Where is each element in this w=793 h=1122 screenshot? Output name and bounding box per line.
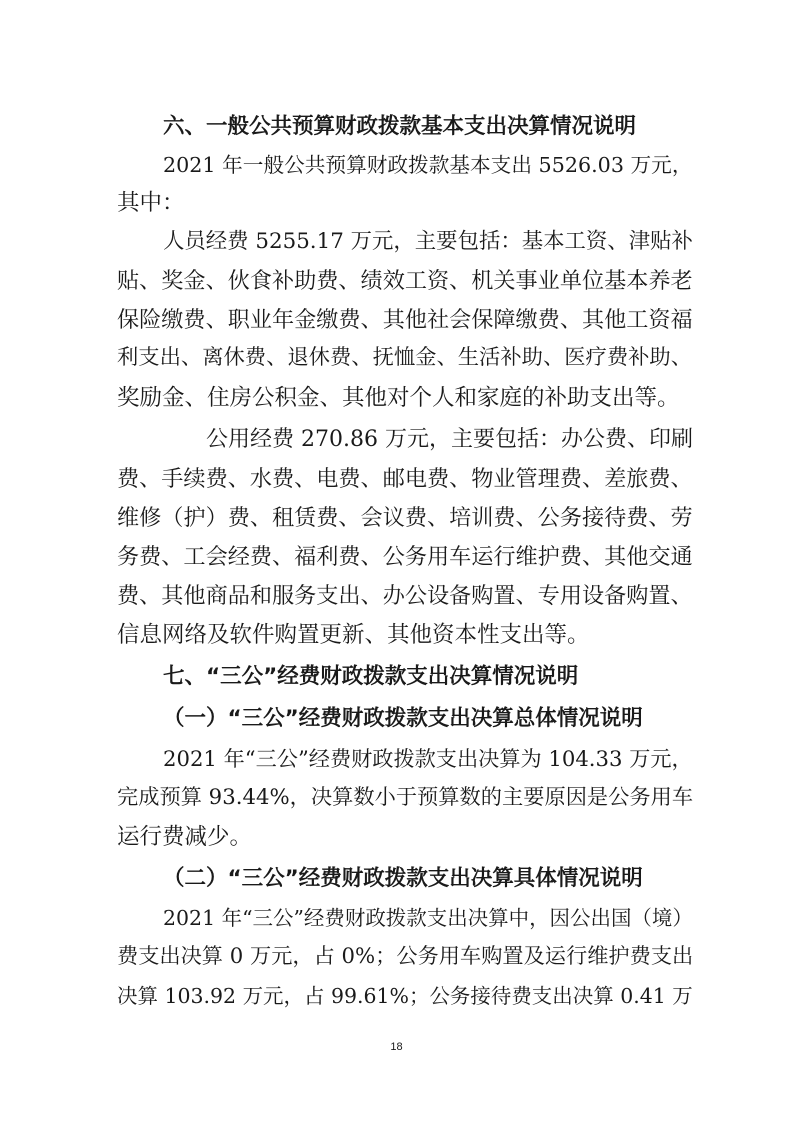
section-6-heading: 六、一般公共预算财政拨款基本支出决算情况说明 xyxy=(163,114,637,139)
section-6-line: 利支出、离休费、退休费、抚恤金、生活补助、医疗费补助、 xyxy=(117,345,693,370)
section-7-sub2-line: 费支出决算 0 万元，占 0%；公务用车购置及运行维护费支出 xyxy=(117,944,694,969)
section-6-line: 维修（护）费、租赁费、会议费、培训费、公务接待费、劳 xyxy=(117,505,693,531)
section-6-line: 贴、奖金、伙食补助费、绩效工资、机关事业单位基本养老 xyxy=(117,268,693,294)
section-7-sub2-line: 决算 103.92 万元，占 99.61%；公务接待费支出决算 0.41 万 xyxy=(117,984,693,1008)
section-6-line: 奖励金、住房公积金、其他对个人和家庭的补助支出等。 xyxy=(117,385,680,411)
section-7-heading: 七、“三公”经费财政拨款支出决算情况说明 xyxy=(163,664,579,689)
section-6-line: 费、手续费、水费、电费、邮电费、物业管理费、差旅费、 xyxy=(117,466,693,492)
section-7-sub2-heading: （二）“三公”经费财政拨款支出决算具体情况说明 xyxy=(163,866,643,891)
section-7-sub1-heading: （一）“三公”经费财政拨款支出决算总体情况说明 xyxy=(163,706,643,731)
section-6-line: 公用经费 270.86 万元，主要包括：办公费、印刷 xyxy=(206,427,693,452)
section-7-sub1-line: 运行费减少。 xyxy=(117,824,253,850)
section-6-line: 其中： xyxy=(117,190,185,216)
section-7-sub1-line: 完成预算 93.44%，决算数小于预算数的主要原因是公务用车 xyxy=(117,785,694,810)
section-6-line: 信息网络及软件购置更新、其他资本性支出等。 xyxy=(117,622,590,648)
section-6-line: 2021 年一般公共预算财政拨款基本支出 5526.03 万元， xyxy=(163,153,693,177)
section-7-sub1-line: 2021 年“三公”经费财政拨款支出决算为 104.33 万元， xyxy=(163,746,693,771)
section-6-line: 人员经费 5255.17 万元，主要包括：基本工资、津贴补 xyxy=(163,229,693,254)
section-7-sub2-line: 2021 年“三公”经费财政拨款支出决算中，因公出国（境） xyxy=(163,906,693,930)
section-6-line: 保险缴费、职业年金缴费、其他社会保障缴费、其他工资福 xyxy=(117,307,693,333)
section-6-line: 务费、工会经费、福利费、公务用车运行维护费、其他交通 xyxy=(117,544,693,570)
section-6-line: 费、其他商品和服务支出、办公设备购置、专用设备购置、 xyxy=(117,583,693,609)
page-number: 18 xyxy=(390,1041,403,1053)
